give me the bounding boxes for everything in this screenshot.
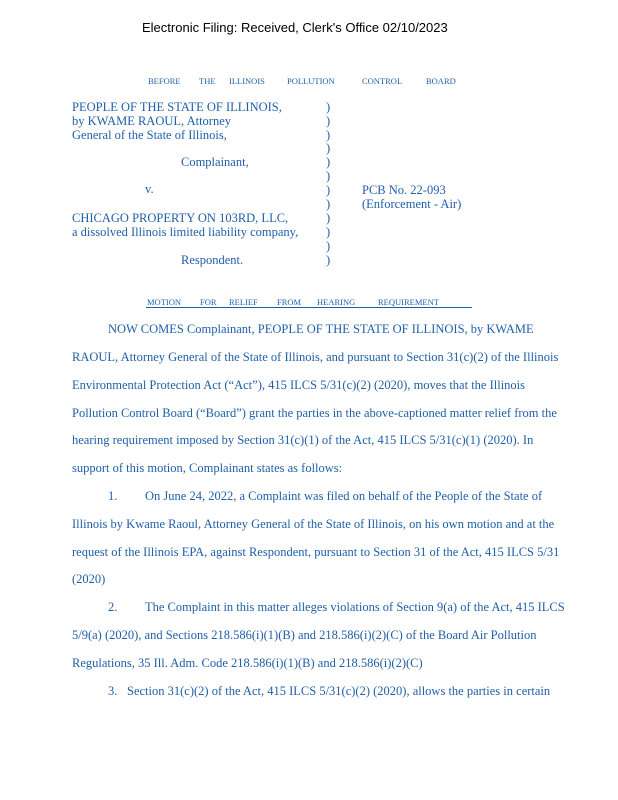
intro-line: Pollution Control Board (“Board”) grant the parties in the above-captioned matter relief from the [72,406,557,420]
para-number: 1. [108,489,118,503]
caption-complainant: Complainant, [181,155,249,169]
case-type: (Enforcement - Air) [362,197,462,211]
para-number: 2. [108,600,118,614]
para3-line: Section 31(c)(2) of the Act, 415 ILCS 5/31(c)(2) (2020), allows the parties in certain [127,684,551,698]
caption-versus: v. [145,182,154,196]
caption-paren: ) [326,155,331,169]
caption-paren: ) [326,100,331,114]
board-heading-word: ILLINOIS [229,76,265,86]
motion-title-word: FOR [200,297,217,307]
motion-title-word: HEARING [317,297,356,307]
para1-line: (2020) [72,572,106,586]
para1-line: On June 24, 2022, a Complaint was filed on behalf of the People of the State of [145,489,543,503]
caption-paren: ) [326,114,331,128]
intro-line: RAOUL, Attorney General of the State of Illinois, and pursuant to Section 31(c)(2) of the Illinois [72,350,559,364]
motion-title-word: REQUIREMENT [378,297,439,307]
caption-paren: ) [326,211,331,225]
para1-line: request of the Illinois EPA, against Respondent, pursuant to Section 31 of the Act, 415 ILCS 5/31 [72,545,560,559]
intro-line: hearing requirement imposed by Section 31(c)(1) of the Act, 415 ILCS 5/31(c)(1) (2020). In [72,433,534,447]
intro-line: NOW COMES Complainant, PEOPLE OF THE STATE OF ILLINOIS, by KWAME [108,322,534,336]
intro-line: Environmental Protection Act (“Act”), 415 ILCS 5/31(c)(2) (2020), moves that the Illinois [72,378,526,392]
caption-paren: ) [326,239,331,253]
caption-respondent: Respondent. [181,253,244,267]
caption-paren: ) [326,253,331,267]
caption-defendant-line: CHICAGO PROPERTY ON 103RD, LLC, [72,211,289,225]
filing-stamp: Electronic Filing: Received, Clerk's Office 02/10/2023 [142,20,448,35]
caption-paren: ) [326,141,331,155]
caption-paren: ) [326,169,331,183]
board-heading-word: BOARD [426,76,456,86]
board-heading-word: BEFORE [148,76,181,86]
caption-plaintiff-line: General of the State of Illinois, [72,128,227,142]
motion-title-underline [146,307,472,308]
para2-line: The Complaint in this matter alleges violations of Section 9(a) of the Act, 415 ILCS [145,600,565,614]
caption-defendant-line: a dissolved Illinois limited liability company, [72,225,299,239]
caption-paren: ) [326,197,331,211]
motion-title-word: MOTION [147,297,181,307]
intro-line: support of this motion, Complainant states as follows: [72,461,343,475]
case-number: PCB No. 22-093 [362,183,446,197]
para1-line: Illinois by Kwame Raoul, Attorney General of the State of Illinois, on his own motion and at the [72,517,555,531]
board-heading-word: THE [199,76,216,86]
board-heading-word: CONTROL [362,76,403,86]
caption-paren: ) [326,183,331,197]
motion-title-word: FROM [277,297,302,307]
caption-plaintiff-line: PEOPLE OF THE STATE OF ILLINOIS, [72,100,282,114]
para-number: 3. [108,684,118,698]
para2-line: Regulations, 35 Ill. Adm. Code 218.586(i)(1)(B) and 218.586(i)(2)(C) [72,656,423,670]
motion-title-word: RELIEF [229,297,258,307]
caption-paren: ) [326,225,331,239]
para2-line: 5/9(a) (2020), and Sections 218.586(i)(1)(B) and 218.586(i)(2)(C) of the Board Air Pollution [72,628,537,642]
caption-plaintiff-line: by KWAME RAOUL, Attorney [72,114,232,128]
caption-paren: ) [326,128,331,142]
board-heading-word: POLLUTION [287,76,335,86]
